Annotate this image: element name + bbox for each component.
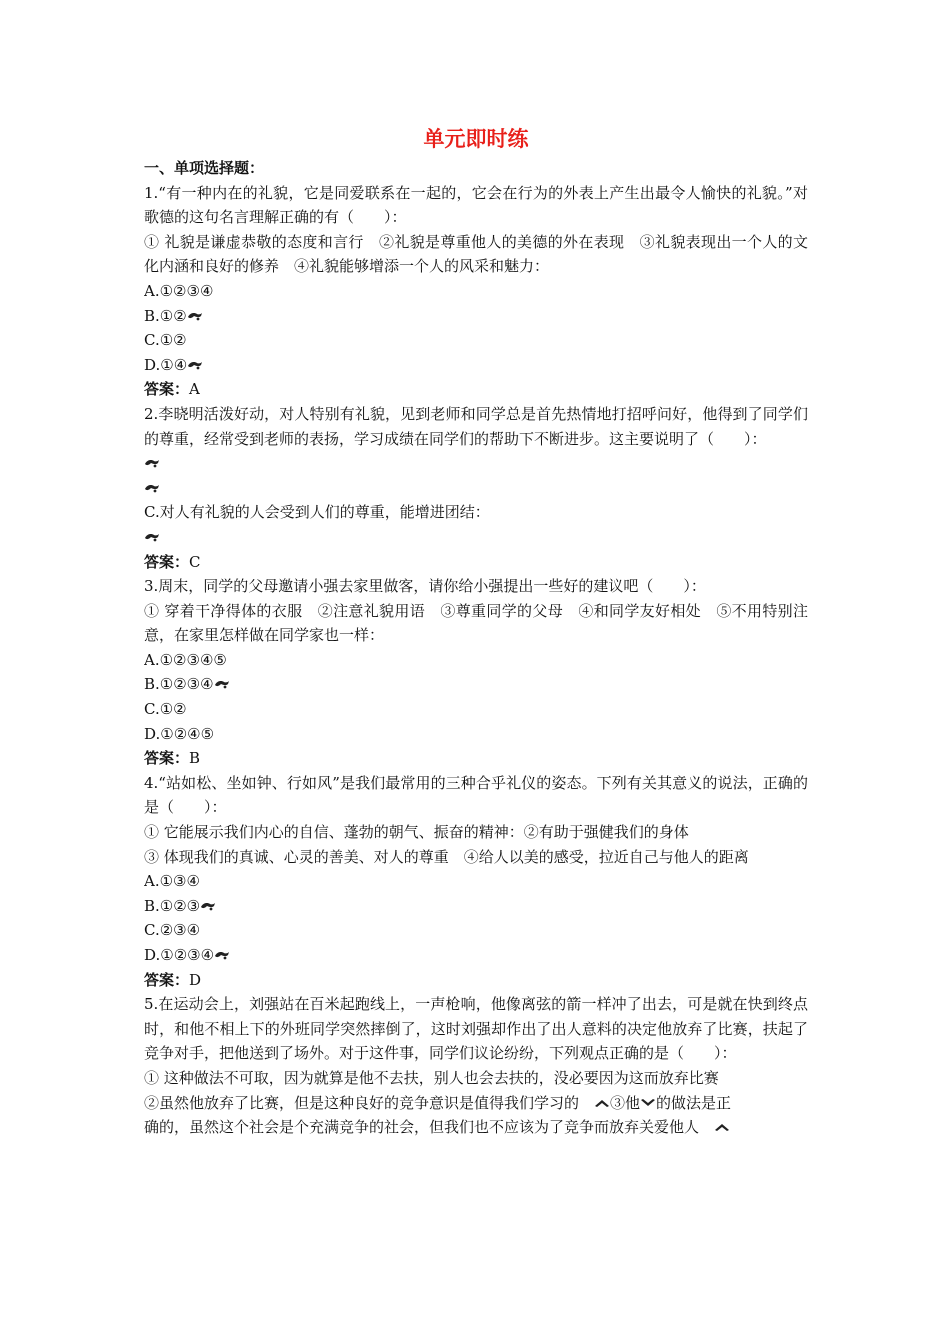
wing-glyph-icon — [214, 678, 230, 690]
q2-option-b — [144, 476, 808, 501]
q5-item2-text-c: 的做法是正 — [656, 1093, 732, 1112]
wing-glyph-icon — [187, 359, 203, 371]
q4-option-b — [144, 894, 808, 919]
q4-item1: ① 它能展示我们内心的自信、蓬勃的朝气、振奋的精神：②有助于强健我们的身体 — [144, 823, 689, 842]
q1-items: ① 礼貌是谦虚恭敬的态度和言行 ②礼貌是尊重他人的美德的外在表现 ③礼貌表现出一个人的文化内涵和良好的修养 ④礼貌能够增添一个人的风采和魅力： — [144, 232, 808, 276]
chevron-up-icon — [594, 1097, 610, 1109]
q2-option-d — [144, 525, 808, 550]
q1-option-b — [144, 304, 808, 329]
q3-option-a-text: A.①②③④⑤ — [144, 650, 227, 669]
q2-option-a — [144, 451, 808, 476]
q4-option-b-text: B.①②③ — [144, 896, 201, 915]
q5-item3-text: 确的，虽然这个社会是个充满竞争的社会，但我们也不应该为了竞争而放弃关爱他人 — [144, 1118, 715, 1137]
answer-label: 答案： — [144, 749, 190, 768]
q5-item2 — [144, 1091, 808, 1116]
q3-option-d-text: D.①②④⑤ — [144, 724, 215, 743]
q4-stem: 4.“站如松、坐如钟、行如风”是我们最常用的三种合乎礼仪的姿态。下列有关其意义的说法，正确的是（ ）： — [144, 773, 808, 817]
q5-stem: 5.在运动会上，刘强站在百米起跑线上，一声枪响，他像离弦的箭一样冲了出去，可是就在快到终点时，和他不相上下的外班同学突然摔倒了，这时刘强却作出了出人意料的决定他放弃了比赛，扶起了竞争对手，把他送到了场外。对于这件事，同学们议论纷纷，下列观点正确的是（ ）： — [144, 995, 808, 1063]
q1-stem: 1.“有一种内在的礼貌，它是同爱联系在一起的，它会在行为的外表上产生出最令人愉快的礼貌。”对歌德的这句名言理解正确的有（ ）： — [144, 183, 808, 227]
q1-answer-value: A — [189, 380, 200, 399]
section-heading: 一、单项选择题： — [144, 159, 265, 177]
q3-option-d — [144, 722, 808, 747]
q4-option-a — [144, 869, 808, 894]
q1-option-a-text: A.①②③④ — [144, 281, 214, 300]
q3-items: ① 穿着干净得体的衣服 ②注意礼貌用语 ③尊重同学的父母 ④和同学友好相处 ⑤不用特别注意，在家里怎样做在同学家也一样： — [144, 601, 808, 645]
q1-answer — [144, 377, 808, 402]
q1-option-d-text: D.①④ — [144, 355, 188, 374]
q3-stem: 3.周末，同学的父母邀请小强去家里做客，请你给小强提出一些好的建议吧（ ）： — [144, 577, 706, 596]
q2-stem: 2.李晓明活泼好动，对人特别有礼貌，见到老师和同学总是首先热情地打招呼问好，他得到了同学们的尊重，经常受到老师的表扬，学习成绩在同学们的帮助下不断进步。这主要说明了（ ）： — [144, 404, 808, 448]
page-title: 单元即时练 — [423, 127, 529, 151]
wing-glyph-icon — [144, 457, 160, 469]
q4-option-a-text: A.①③④ — [144, 872, 200, 891]
q3-option-a — [144, 648, 808, 673]
q3-option-b-text: B.①②③④ — [144, 675, 214, 694]
q1-option-b-text: B.①② — [144, 306, 187, 325]
wing-glyph-icon — [200, 900, 216, 912]
q4-answer — [144, 968, 808, 993]
chevron-down-icon — [640, 1097, 656, 1109]
q4-answer-value: D — [189, 970, 202, 989]
q3-answer-value: B — [189, 749, 201, 768]
wing-glyph-icon — [187, 310, 203, 322]
q3-option-c-text: C.①② — [144, 700, 187, 719]
q4-option-c-text: C.②③④ — [144, 921, 201, 940]
q4-option-c — [144, 918, 808, 943]
q1-option-a — [144, 279, 808, 304]
document-page — [144, 122, 808, 1140]
q1-option-c — [144, 328, 808, 353]
q2-answer — [144, 550, 808, 575]
q4-option-d — [144, 943, 808, 968]
q3-option-b — [144, 672, 808, 697]
q3-answer — [144, 746, 808, 771]
q5-item1: ① 这种做法不可取，因为就算是他不去扶，别人也会去扶的，没必要因为这而放弃比赛 — [144, 1068, 719, 1087]
answer-label: 答案： — [144, 380, 190, 399]
q4-item2: ③ 体现我们的真诚、心灵的善美、对人的尊重 ④给人以美的感受，拉近自己与他人的距离 — [144, 847, 749, 866]
q2-answer-value: C — [189, 552, 201, 571]
q1-option-c-text: C.①② — [144, 331, 187, 350]
q3-option-c — [144, 697, 808, 722]
chevron-up-icon — [714, 1121, 730, 1133]
q5-item2-text-b: ③他 — [610, 1093, 641, 1112]
wing-glyph-icon — [144, 482, 160, 494]
wing-glyph-icon — [214, 949, 230, 961]
q1-option-d — [144, 353, 808, 378]
answer-label: 答案： — [144, 970, 190, 989]
q2-option-c: C.对人有礼貌的人会受到人们的尊重，能增进团结： — [144, 503, 490, 522]
wing-glyph-icon — [144, 531, 160, 543]
q5-item2-text-a: ②虽然他放弃了比赛，但是这种良好的竞争意识是值得我们学习的 — [144, 1093, 595, 1112]
q5-item3 — [144, 1115, 808, 1140]
q4-option-d-text: D.①②③④ — [144, 946, 215, 964]
answer-label: 答案： — [144, 552, 190, 571]
